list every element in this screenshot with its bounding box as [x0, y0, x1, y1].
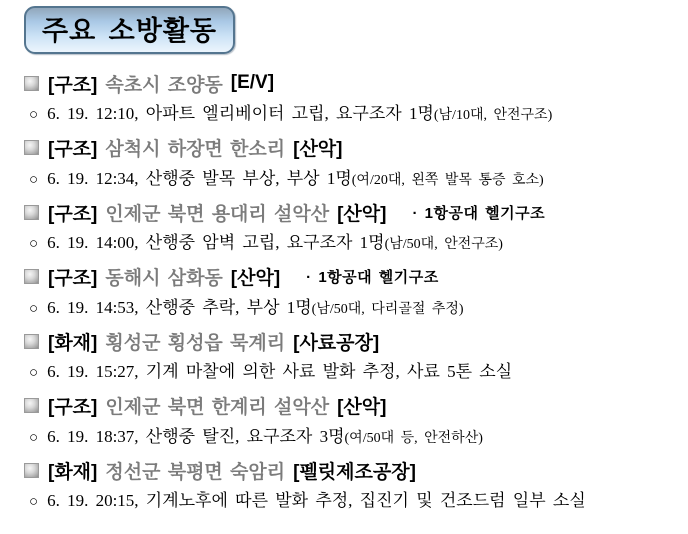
- event-location: 정선군 북평면 숙암리: [105, 461, 286, 483]
- event-list: [24, 67, 678, 519]
- circle-bullet-icon: ○: [29, 107, 39, 123]
- square-bullet-icon: [24, 398, 39, 413]
- event-location: 동해시 삼화동: [105, 268, 223, 289]
- event-detail-text: 6. 19. 12:10, 아파트 엘리베이터 고립, 요구조자 1명: [47, 104, 434, 123]
- event-heading: [24, 261, 678, 293]
- event-detail-parenthetical: (남/50대, 안전구조): [384, 237, 503, 252]
- event-detail-text: 6. 19. 12:34, 산행중 발목 부상, 부상 1명: [47, 168, 352, 188]
- event-type-tag: [산악]: [337, 397, 387, 418]
- event-detail-text: 6. 19. 18:37, 산행중 탈진, 요구조자 3명: [47, 426, 345, 446]
- square-bullet-icon: [24, 76, 39, 91]
- event-type-tag: [사료공장]: [293, 332, 380, 354]
- event-category: [구조]: [48, 203, 98, 225]
- event-item: [24, 67, 678, 132]
- event-type-tag: [E/V]: [230, 72, 275, 93]
- square-bullet-icon: [24, 463, 39, 478]
- section-header-badge: [24, 6, 235, 54]
- event-detail: [24, 228, 678, 261]
- event-item: [24, 454, 678, 519]
- event-heading: [24, 325, 678, 357]
- page-title: 주요 소방활동: [42, 16, 217, 46]
- event-item: [24, 325, 678, 390]
- event-heading: [24, 454, 678, 486]
- event-item: [24, 132, 678, 197]
- event-detail-parenthetical: (남/10대, 안전구조): [433, 108, 553, 123]
- square-bullet-icon: [24, 269, 39, 284]
- event-location: 인제군 북면 용대리 설악산: [105, 203, 330, 225]
- event-heading: [24, 132, 678, 164]
- event-detail-parenthetical: (여/50대 등, 안전하산): [344, 430, 483, 446]
- event-category: [구조]: [48, 268, 98, 289]
- event-detail-text: 6. 19. 14:53, 산행중 추락, 부상 1명: [47, 297, 312, 317]
- circle-bullet-icon: ○: [29, 300, 39, 317]
- event-detail: [24, 293, 678, 326]
- event-category: [화재]: [48, 461, 98, 483]
- event-type-tag: [산악]: [293, 139, 343, 160]
- event-detail-text: 6. 19. 14:00, 산행중 암벽 고립, 요구조자 1명: [47, 233, 385, 252]
- event-detail-parenthetical: (여/20대, 왼쪽 발목 통증 호소): [351, 172, 544, 188]
- circle-bullet-icon: ○: [29, 365, 39, 381]
- event-heading: [24, 67, 678, 99]
- event-detail-parenthetical: (남/50대, 다리골절 추정): [311, 301, 464, 317]
- event-detail-text: 6. 19. 20:15, 기계노후에 따른 발화 추정, 집진기 및 건조드럼 일부 소실: [47, 491, 586, 510]
- event-type-tag: [산악]: [337, 203, 387, 225]
- event-note: · 1항공대 헬기구조: [412, 204, 546, 222]
- circle-bullet-icon: ○: [29, 429, 39, 446]
- event-detail: [24, 357, 678, 390]
- event-type-tag: [펠릿제조공장]: [293, 461, 416, 483]
- event-detail: [24, 99, 678, 132]
- event-detail: [24, 422, 678, 455]
- event-item: [24, 390, 678, 455]
- circle-bullet-icon: ○: [29, 171, 39, 188]
- event-detail: [24, 164, 678, 197]
- event-heading: [24, 196, 678, 228]
- event-category: [구조]: [48, 397, 98, 418]
- event-item: [24, 261, 678, 326]
- event-item: [24, 196, 678, 261]
- event-location: 횡성군 횡성읍 묵계리: [105, 332, 286, 354]
- square-bullet-icon: [24, 205, 39, 220]
- event-note: · 1항공대 헬기구조: [306, 269, 439, 286]
- event-detail-text: 6. 19. 15:27, 기계 마찰에 의한 사료 발화 추정, 사료 5톤 소실: [47, 362, 513, 381]
- square-bullet-icon: [24, 140, 39, 155]
- event-location: 인제군 북면 한계리 설악산: [105, 397, 330, 418]
- square-bullet-icon: [24, 334, 39, 349]
- circle-bullet-icon: ○: [29, 236, 39, 252]
- event-heading: [24, 390, 678, 422]
- circle-bullet-icon: ○: [29, 494, 39, 510]
- event-location: 삼척시 하장면 한소리: [105, 139, 286, 160]
- event-category: [화재]: [48, 332, 98, 354]
- event-category: [구조]: [48, 139, 98, 160]
- event-location: 속초시 조양동: [105, 74, 223, 96]
- event-detail: [24, 486, 678, 519]
- event-type-tag: [산악]: [230, 268, 281, 289]
- event-category: [구조]: [48, 74, 98, 96]
